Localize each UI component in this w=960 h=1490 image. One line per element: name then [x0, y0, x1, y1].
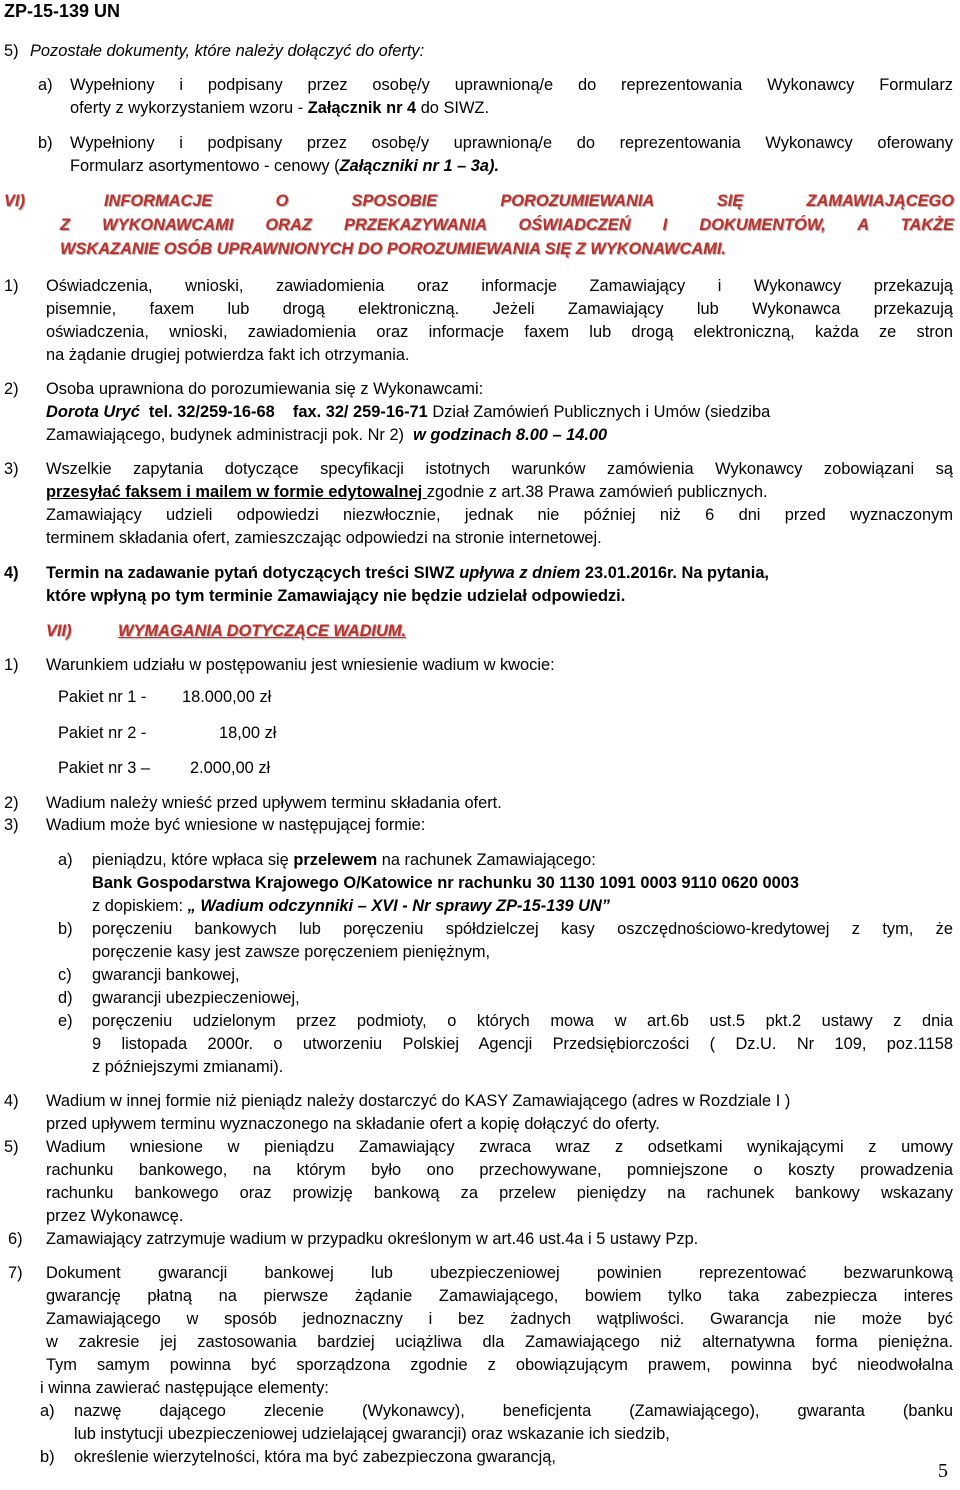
- item-number: 4): [4, 1092, 19, 1110]
- paragraph-line: gwarancję płatną na pierwsze żądanie Zamawiającego, bowiem tylko taka zabezpiecza interes: [46, 1287, 953, 1305]
- item-letter: a): [38, 76, 53, 94]
- section-title-line: WSKAZANIE OSÓB UPRAWNIONYCH DO POROZUMIEWANIA SIĘ Z WYKONAWCAMI.: [60, 240, 726, 258]
- paragraph-line: Wadium należy wnieść przed upływem terminu składania ofert.: [46, 794, 502, 812]
- paragraph-line: Tym samym powinna być sporządzona zgodnie z obowiązującym prawem, powinna być nieodwołalna: [46, 1356, 953, 1374]
- paragraph-line: przed upływem terminu wyznaczonego na składanie ofert a kopię dołączyć do oferty.: [46, 1115, 660, 1133]
- item-number: 4): [4, 564, 19, 582]
- item-number: 1): [4, 277, 19, 295]
- package-label: Pakiet nr 2 -: [58, 724, 147, 742]
- item-letter: b): [58, 920, 73, 938]
- paragraph-line: Zamawiającego w sposób jednoznaczny i bez żadnych wątpliwości. Gwarancja nie może być: [46, 1310, 953, 1328]
- package-amount: 18.000,00 zł: [182, 688, 272, 706]
- item-number: 5): [4, 1138, 19, 1156]
- paragraph-line: na żądanie drugiej potwierdza fakt ich otrzymania.: [46, 346, 410, 364]
- section-heading: Pozostałe dokumenty, które należy dołączyć do oferty:: [30, 42, 425, 60]
- item-letter: c): [58, 966, 72, 984]
- paragraph-line: i winna zawierać następujące elementy:: [40, 1379, 329, 1397]
- section-roman-number: VII): [46, 622, 72, 640]
- section-roman-number: VI): [4, 192, 25, 210]
- item-letter: b): [40, 1448, 55, 1466]
- paragraph-line: określenie wierzytelności, która ma być zabezpieczona gwarancją,: [74, 1448, 556, 1466]
- page-number: 5: [938, 1460, 948, 1482]
- item-number: 2): [4, 794, 19, 812]
- paragraph-line: poręczenie kasy jest zawsze poręczeniem pieniężnym,: [92, 943, 491, 961]
- item-number: 3): [4, 816, 19, 834]
- paragraph-line: Wadium może być wniesione w następującej formie:: [46, 816, 426, 834]
- item-number: 7): [8, 1264, 23, 1282]
- paragraph-line: Wszelkie zapytania dotyczące specyfikacji istotnych warunków zamówienia Wykonawcy zobowiązani są: [46, 460, 953, 478]
- paragraph-line: poręczeniu udzielonym przez podmioty, o których mowa w art.6b ust.5 pkt.2 ustawy z dnia: [92, 1012, 953, 1030]
- paragraph-line: Dokument gwarancji bankowej lub ubezpieczeniowej powinien reprezentować bezwarunkową: [46, 1264, 953, 1282]
- paragraph-line: Zamawiający udzieli odpowiedzi niezwłocznie, jednak nie później niż 6 dni przed wyznaczonym: [46, 506, 953, 524]
- paragraph-line: 9 listopada 2000r. o utworzeniu Polskiej Agencji Przedsiębiorczości ( Dz.U. Nr 109, poz.1158: [92, 1035, 953, 1053]
- paragraph-line: gwarancji bankowej,: [92, 966, 240, 984]
- item-letter: b): [38, 134, 53, 152]
- paragraph-line: oświadczenia, wnioski, zawiadomienia oraz informacje faxem lub drogą elektroniczną, każda ze stron: [46, 323, 953, 341]
- bank-account-line: Bank Gospodarstwa Krajowego O/Katowice nr rachunku 30 1130 1091 0003 9110 0620 0003: [92, 874, 799, 892]
- paragraph-line: rachunku bankowego oraz prowizję bankową za przelew pieniędzy na rachunek bankowy wskazany: [46, 1184, 953, 1202]
- section-title: WYMAGANIA DOTYCZĄCE WADIUM.: [118, 622, 407, 640]
- section-title-line: INFORMACJE O SPOSOBIE POROZUMIEWANIA SIĘ ZAMAWIAJĄCEGO: [104, 192, 954, 210]
- paragraph-line: Wadium wniesione w pieniądzu Zamawiający zwraca wraz z odsetkami wynikającymi z umowy: [46, 1138, 953, 1156]
- item-number: 1): [4, 656, 19, 674]
- paragraph-line: pieniądzu, które wpłaca się przelewem na rachunek Zamawiającego:: [92, 851, 596, 869]
- paragraph-line: Wadium w innej formie niż pieniądz należy dostarczyć do KASY Zamawiającego (adres w Rozdziale I ): [46, 1092, 791, 1110]
- document-id: ZP-15-139 UN: [4, 1, 121, 21]
- paragraph-line: Zamawiający zatrzymuje wadium w przypadku określonym w art.46 ust.4a i 5 ustawy Pzp.: [46, 1230, 699, 1248]
- paragraph-line: Warunkiem udziału w postępowaniu jest wniesienie wadium w kwocie:: [46, 656, 555, 674]
- item-number: 2): [4, 380, 19, 398]
- package-amount: 18,00 zł: [219, 724, 277, 742]
- package-amount: 2.000,00 zł: [190, 759, 271, 777]
- paragraph-line: terminem składania ofert, zamieszczając odpowiedzi na stronie internetowej.: [46, 529, 602, 547]
- item-number: 5): [4, 42, 19, 60]
- item-letter: a): [58, 851, 73, 869]
- paragraph-line: Formularz asortymentowo - cenowy (Załączniki nr 1 – 3a).: [70, 157, 500, 175]
- item-letter: a): [40, 1402, 55, 1420]
- paragraph-line: które wpłyną po tym terminie Zamawiający nie będzie udzielał odpowiedzi.: [46, 587, 626, 605]
- paragraph-line: nazwę dającego zlecenie (Wykonawcy), beneficjenta (Zamawiającego), gwaranta (banku: [74, 1402, 953, 1420]
- paragraph-line: rachunku bankowego, na którym było ono przechowywane, pomniejszone o koszty prowadzenia: [46, 1161, 953, 1179]
- contact-line: Dorota Uryć tel. 32/259-16-68 fax. 32/ 259-16-71 Dział Zamówień Publicznych i Umów (siedziba: [46, 403, 771, 421]
- package-label: Pakiet nr 1 -: [58, 688, 147, 706]
- paragraph-line: Osoba uprawniona do porozumiewania się z Wykonawcami:: [46, 380, 484, 398]
- paragraph-line: Termin na zadawanie pytań dotyczących treści SIWZ upływa z dniem 23.01.2016r. Na pytania,: [46, 564, 769, 582]
- paragraph-line: w zakresie jej zastosowania bardziej uciążliwa dla Zamawiającego niż alternatywna forma pieniężna.: [46, 1333, 953, 1351]
- paragraph-line: Wypełniony i podpisany przez osobę/y uprawnioną/e do reprezentowania Wykonawcy Formularz: [70, 76, 953, 94]
- paragraph-line: przesyłać faksem i mailem w formie edytowalnej zgodnie z art.38 Prawa zamówień publicznych.: [46, 483, 768, 501]
- paragraph-line: pisemnie, faxem lub drogą elektroniczną. Jeżeli Zamawiający lub Wykonawca przekazują: [46, 300, 953, 318]
- paragraph-line: oferty z wykorzystaniem wzoru - Załącznik nr 4 do SIWZ.: [70, 99, 490, 117]
- item-letter: e): [58, 1012, 73, 1030]
- package-label: Pakiet nr 3 –: [58, 759, 151, 777]
- paragraph-line: poręczeniu bankowych lub poręczeniu spółdzielczej kasy oszczędnościowo-kredytowej z tym, że: [92, 920, 953, 938]
- paragraph-line: Wypełniony i podpisany przez osobę/y uprawnioną/e do reprezentowania Wykonawcy oferowany: [70, 134, 953, 152]
- item-letter: d): [58, 989, 73, 1007]
- item-number: 3): [4, 460, 19, 478]
- paragraph-line: przez Wykonawcę.: [46, 1207, 184, 1225]
- paragraph-line: Oświadczenia, wnioski, zawiadomienia oraz informacje Zamawiający i Wykonawcy przekazują: [46, 277, 953, 295]
- item-number: 6): [8, 1230, 23, 1248]
- paragraph-line: lub instytucji ubezpieczeniowej udzielającej gwarancji) oraz wskazanie ich siedzib,: [74, 1425, 670, 1443]
- section-title-line: Z WYKONAWCAMI ORAZ PRZEKAZYWANIA OŚWIADCZEŃ I DOKUMENTÓW, A TAKŻE: [60, 216, 954, 234]
- paragraph-line: gwarancji ubezpieczeniowej,: [92, 989, 300, 1007]
- paragraph-line: Zamawiającego, budynek administracji pok. Nr 2) w godzinach 8.00 – 14.00: [46, 426, 608, 444]
- paragraph-line: z późniejszymi zmianami).: [92, 1058, 284, 1076]
- paragraph-line: z dopiskiem: „ Wadium odczynniki – XVI - Nr sprawy ZP-15-139 UN”: [92, 897, 610, 915]
